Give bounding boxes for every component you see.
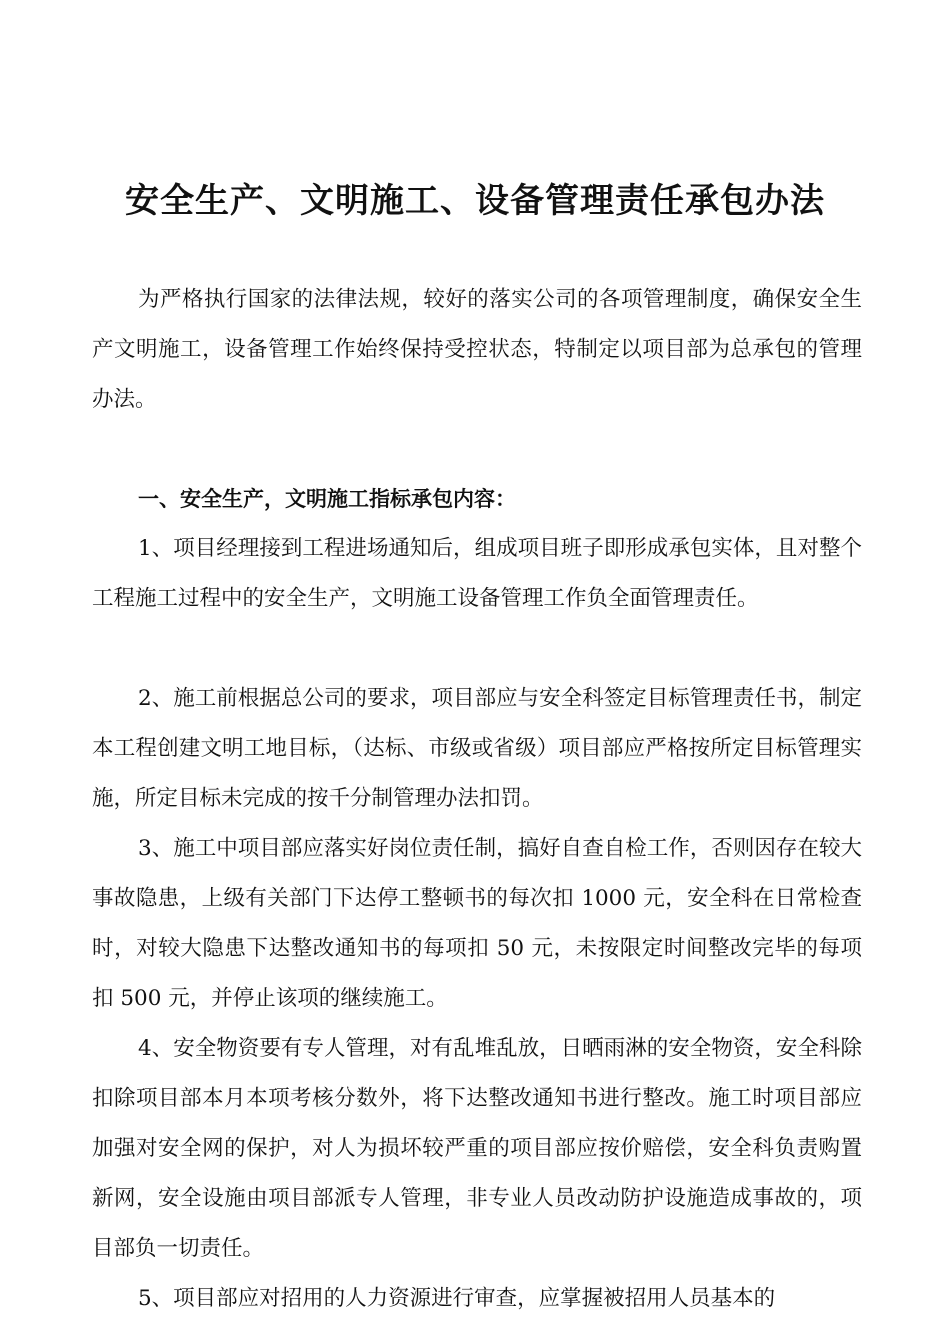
- list-item: 1、项目经理接到工程进场通知后，组成项目班子即形成承包实体，且对整个工程施工过程中的安全生产，文明施工设备管理工作负全面管理责任。: [92, 536, 862, 611]
- section-heading: 一、安全生产，文明施工指标承包内容：: [138, 487, 516, 511]
- list-item: 4、安全物资要有专人管理，对有乱堆乱放，日晒雨淋的安全物资，安全科除扣除项目部本月本项考核分数外，将下达整改通知书进行整改。施工时项目部应加强对安全网的保护，对人为损坏较严重的项目部应按价赔偿，安全科负责购置新网，安全设施由项目部派专人管理，非专业人员改动防护设施造成事故的，项目部负一切责任。: [92, 1036, 862, 1261]
- list-item: 3、施工中项目部应落实好岗位责任制，搞好自查自检工作，否则因存在较大事故隐患，上级有关部门下达停工整顿书的每次扣 1000 元，安全科在日常检查时，对较大隐患下达整改通知书的每项扣 50 元，未按限定时间整改完毕的每项扣 500 元，并停止该项的继续施工。: [92, 836, 862, 1011]
- document-title: 安全生产、文明施工、设备管理责任承包办法: [125, 181, 825, 221]
- list-item: 2、施工前根据总公司的要求，项目部应与安全科签定目标管理责任书，制定本工程创建文明工地目标，（达标、市级或省级）项目部应严格按所定目标管理实施，所定目标未完成的按千分制管理办法扣罚。: [92, 686, 862, 811]
- intro-paragraph: 为严格执行国家的法律法规，较好的落实公司的各项管理制度，确保安全生产文明施工，设备管理工作始终保持受控状态，特制定以项目部为总承包的管理办法。: [92, 287, 862, 412]
- list-item: 5、项目部应对招用的人力资源进行审查，应掌握被招用人员基本的: [138, 1286, 776, 1311]
